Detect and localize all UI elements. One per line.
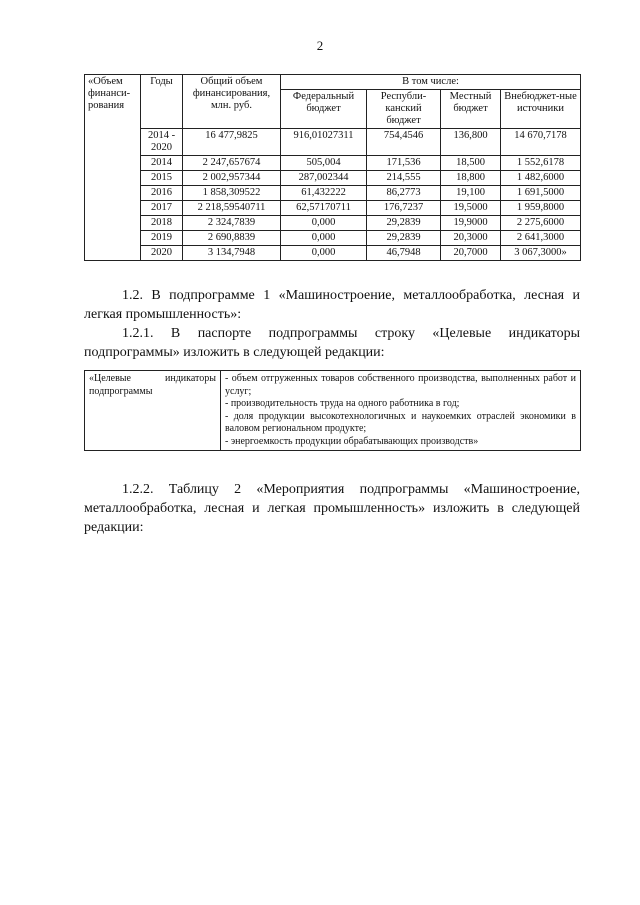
extrabudget-cell: 14 670,7178 (501, 129, 581, 156)
indicators-label: «Целевые индикаторы подпрограммы (85, 371, 221, 451)
year-cell: 2020 (141, 246, 183, 261)
federal-cell: 0,000 (281, 246, 367, 261)
local-cell: 19,9000 (441, 216, 501, 231)
local-cell: 19,100 (441, 186, 501, 201)
total-cell: 16 477,9825 (183, 129, 281, 156)
paragraph-1-2: 1.2. В подпрограмме 1 «Машиностроение, металлообработка, лесная и легкая промышленность»: (84, 288, 580, 322)
table-row (85, 186, 581, 201)
federal-cell: 0,000 (281, 231, 367, 246)
table-row (85, 171, 581, 186)
total-cell: 2 690,8839 (183, 231, 281, 246)
including-header: В том числе: (281, 75, 581, 90)
federal-cell: 62,57170711 (281, 201, 367, 216)
indicators-list (221, 371, 581, 451)
total-cell: 2 247,657674 (183, 156, 281, 171)
republic-cell: 176,7237 (367, 201, 441, 216)
extrabudget-cell: 3 067,3000» (501, 246, 581, 261)
year-cell: 2019 (141, 231, 183, 246)
local-cell: 18,500 (441, 156, 501, 171)
federal-header: Федеральный бюджет (281, 90, 367, 129)
year-cell: 2014 (141, 156, 183, 171)
federal-cell: 916,01027311 (281, 129, 367, 156)
table-header-row (85, 75, 581, 90)
years-header: Годы (141, 75, 183, 129)
year-cell: 2014 - 2020 (141, 129, 183, 156)
federal-cell: 287,002344 (281, 171, 367, 186)
republic-cell: 754,4546 (367, 129, 441, 156)
table-row (85, 201, 581, 216)
year-cell: 2017 (141, 201, 183, 216)
paragraph-1-2-1: 1.2.1. В паспорте подпрограммы строку «Целевые индикаторы подпрограммы» изложить в следующей редакции: (84, 326, 580, 360)
total-cell: 2 002,957344 (183, 171, 281, 186)
extrabudget-cell: 1 691,5000 (501, 186, 581, 201)
indicator-item: - производительность труда на одного работника в год; (225, 398, 460, 409)
republic-cell: 29,2839 (367, 231, 441, 246)
extrabudget-cell: 1 959,8000 (501, 201, 581, 216)
local-cell: 19,5000 (441, 201, 501, 216)
indicator-item: - энергоемкость продукции обрабатывающих производств» (225, 435, 479, 447)
local-cell: 20,7000 (441, 246, 501, 261)
total-cell: 3 134,7948 (183, 246, 281, 261)
paragraph-1-2-2: 1.2.2. Таблицу 2 «Мероприятия подпрограммы «Машиностроение, металлообработка, лесная и легкая промышленность» изложить в следующей редакции: (84, 482, 580, 535)
federal-cell: 61,432222 (281, 186, 367, 201)
republic-cell: 171,536 (367, 156, 441, 171)
financing-table (84, 74, 581, 261)
extrabudget-header: Внебюджет-ные источники (501, 90, 581, 129)
republic-cell: 29,2839 (367, 216, 441, 231)
page-number: 2 (316, 38, 324, 53)
federal-cell: 505,004 (281, 156, 367, 171)
total-cell: 2 218,59540711 (183, 201, 281, 216)
total-header: Общий объем финансирования, млн. руб. (183, 75, 281, 129)
extrabudget-cell: 1 552,6178 (501, 156, 581, 171)
table-row (85, 246, 581, 261)
table-row (85, 156, 581, 171)
total-cell: 1 858,309522 (183, 186, 281, 201)
year-cell: 2018 (141, 216, 183, 231)
table-row (85, 129, 581, 156)
extrabudget-cell: 2 641,3000 (501, 231, 581, 246)
year-cell: 2016 (141, 186, 183, 201)
republic-cell: 214,555 (367, 171, 441, 186)
indicator-item: - объем отгруженных товаров собственного производства, выполненных работ и услуг; (225, 373, 576, 397)
extrabudget-cell: 2 275,6000 (501, 216, 581, 231)
republic-cell: 86,2773 (367, 186, 441, 201)
republic-header: Республи-канский бюджет (367, 90, 441, 129)
republic-cell: 46,7948 (367, 246, 441, 261)
indicators-row (85, 371, 581, 451)
table-row (85, 216, 581, 231)
year-cell: 2015 (141, 171, 183, 186)
local-cell: 136,800 (441, 129, 501, 156)
local-cell: 18,800 (441, 171, 501, 186)
indicator-item: - доля продукции высокотехнологичных и наукоемких отраслей экономики в валовом региональном продукте; (225, 410, 576, 434)
local-header: Местный бюджет (441, 90, 501, 129)
federal-cell: 0,000 (281, 216, 367, 231)
indicators-table (84, 370, 581, 451)
extrabudget-cell: 1 482,6000 (501, 171, 581, 186)
table-row (85, 231, 581, 246)
financing-label-cell: «Объем финанси-рования (85, 75, 141, 261)
total-cell: 2 324,7839 (183, 216, 281, 231)
local-cell: 20,3000 (441, 231, 501, 246)
